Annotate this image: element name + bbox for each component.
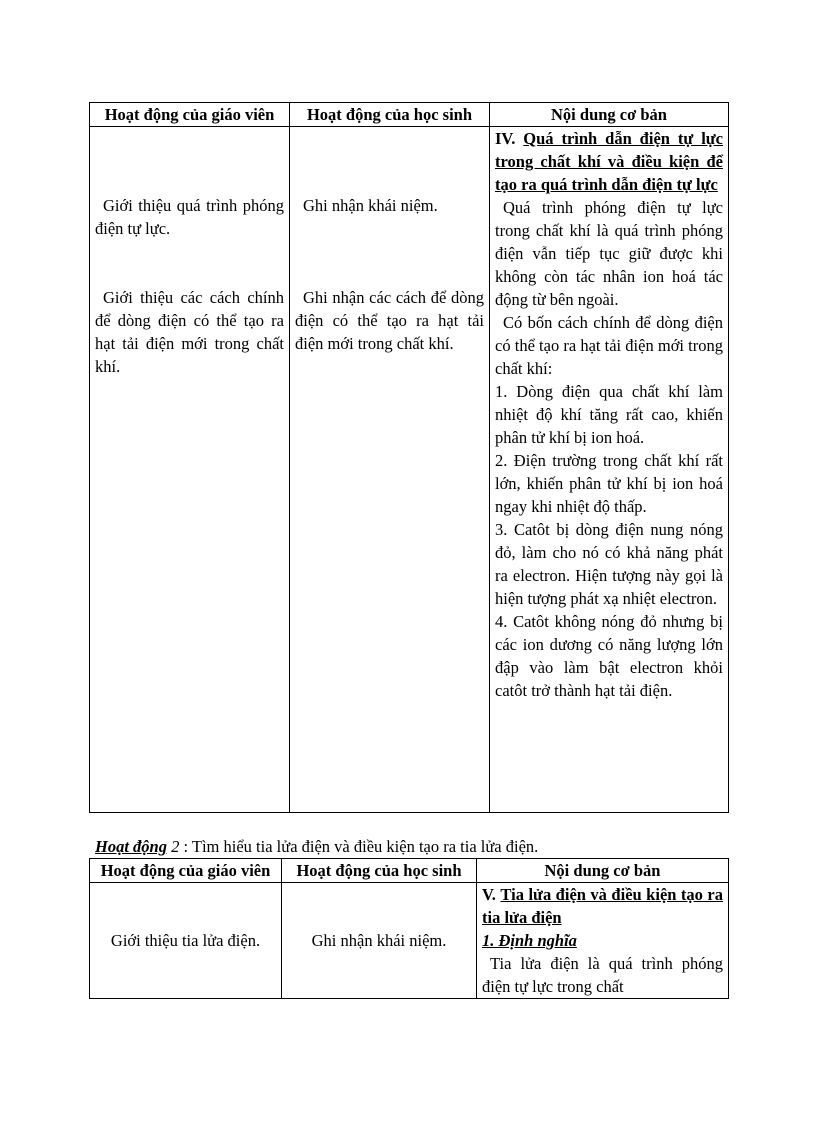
student-cell [290,127,490,813]
list-item: 3. Catôt bị dòng điện nung nóng đỏ, làm cho nó có khả năng phát ra electron. Hiện tượng này gọi là hiện tượng phát xạ nhiệt electron. [495,520,723,608]
teacher-cell [90,883,282,999]
table-row [90,127,729,813]
header-teacher: Hoạt động của giáo viên [90,103,290,127]
teacher-activity: Giới thiệu tia lửa điện. [110,931,261,950]
content-cell [490,127,729,813]
content-paragraph-2: Có bốn cách chính để dòng điện có thể tạo ra hạt tải điện mới trong chất khí: [495,313,723,378]
section-heading [495,127,723,196]
header-student: Hoạt động của học sinh [282,859,477,883]
student-activity: Ghi nhận khái niệm. [311,931,447,950]
list-item: 4. Catôt không nóng đỏ nhưng bị các ion dương có năng lượng lớn đập vào làm bật electron khỏi catôt trở thành hạt tải điện. [495,612,723,700]
teacher-activity-2: Giới thiệu các cách chính để dòng điện có thể tạo ra hạt tải điện mới trong chất khí. [95,288,284,376]
table-header-row [90,103,729,127]
lesson-table-2 [89,858,729,999]
header-content: Nội dung cơ bản [490,103,729,127]
header-student: Hoạt động của học sinh [290,103,490,127]
lesson-table-1 [89,102,729,813]
student-activity-1: Ghi nhận khái niệm. [303,196,438,215]
section-title: Tia lửa điện và điều kiện tạo ra tia lửa điện [482,885,723,927]
list-item: 2. Điện trường trong chất khí rất lớn, khiến phân tử khí bị ion hoá ngay khi nhiệt độ thấp. [495,451,723,516]
content-paragraph-1: Tia lửa điện là quá trình phóng điện tự lực trong chất [482,954,723,996]
caption-text: : Tìm hiểu tia lửa điện và điều kiện tạo ra tia lửa điện. [179,837,539,856]
section-number: IV. [495,129,516,148]
section-number: V. [482,885,496,904]
activity-caption [95,835,538,858]
header-content: Nội dung cơ bản [477,859,729,883]
student-activity-2: Ghi nhận các cách để dòng điện có thể tạo ra hạt tải điện mới trong chất khí. [295,288,484,353]
teacher-activity-1: Giới thiệu quá trình phóng điện tự lực. [95,196,284,238]
table-header-row [90,859,729,883]
student-cell [282,883,477,999]
sub-heading: 1. Định nghĩa [482,931,577,950]
caption-label: Hoạt động [95,837,167,856]
content-cell [477,883,729,999]
section-heading [482,883,723,929]
list-item: 1. Dòng điện qua chất khí làm nhiệt độ khí tăng rất cao, khiến phân tử khí bị ion hoá. [495,382,723,447]
teacher-cell [90,127,290,813]
section-title: Quá trình dẫn điện tự lực trong chất khí và điều kiện để tạo ra quá trình dẫn điện tự lực [495,129,724,194]
caption-number: 2 [166,837,180,856]
header-teacher: Hoạt động của giáo viên [90,859,282,883]
table-row [90,883,729,999]
content-paragraph-1: Quá trình phóng điện tự lực trong chất khí là quá trình phóng điện vẫn tiếp tục giữ được khi không còn tác nhân ion hoá tác động từ bên ngoài. [495,198,723,309]
